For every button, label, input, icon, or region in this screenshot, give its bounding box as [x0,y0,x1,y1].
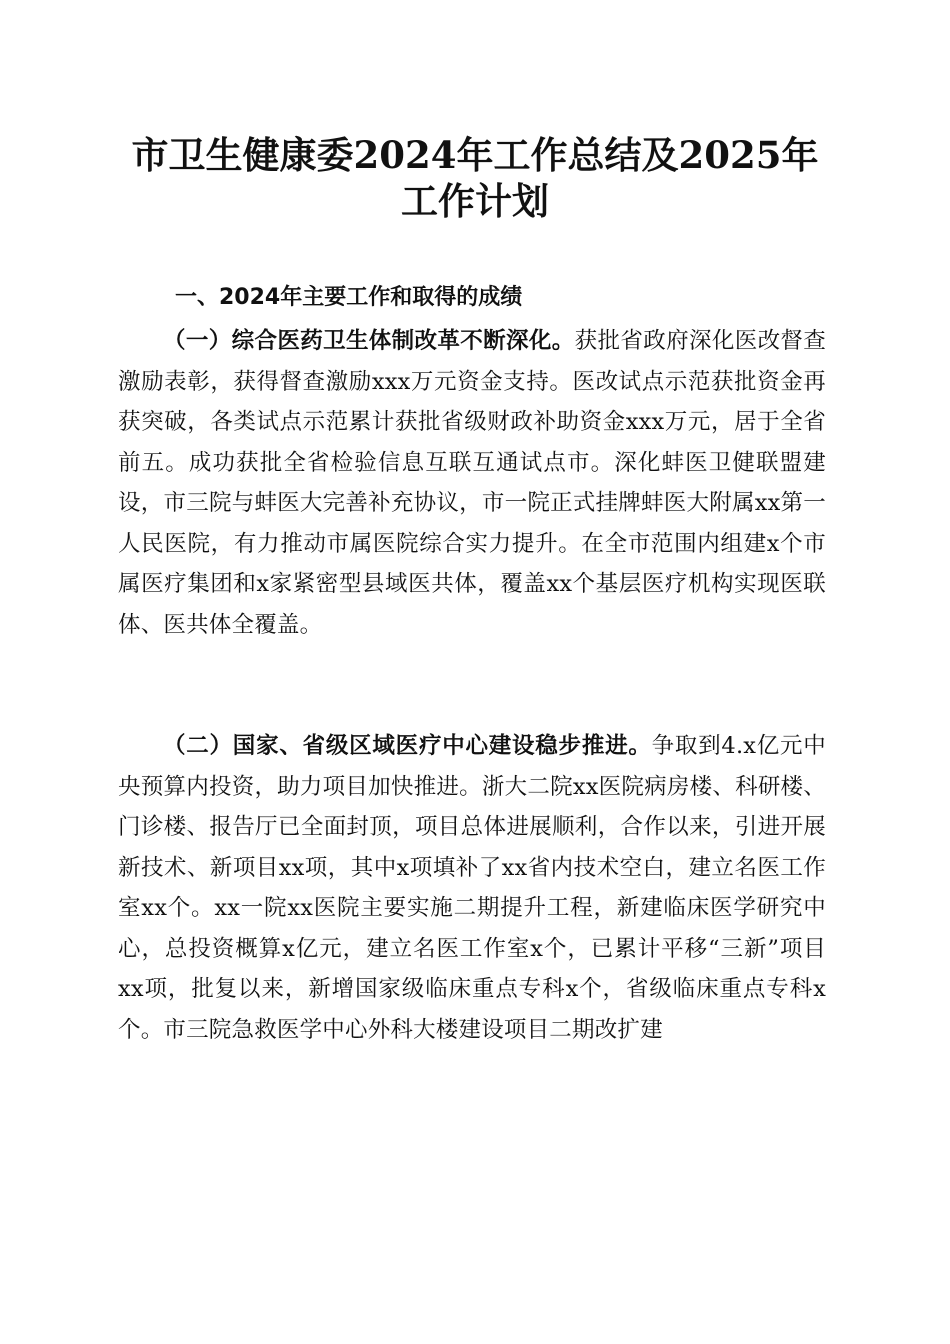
document-title: 市卫生健康委2024年工作总结及2025年工作计划 [131,133,819,223]
paragraph-medical-centers [118,726,826,1050]
section-heading: 一、2024年主要工作和取得的成绩 [175,285,523,310]
paragraph-lead: （一）综合医药卫生体制改革不断深化。 [163,328,575,354]
paragraph-body: 争取到4.x亿元中央预算内投资，助力项目加快推进。浙大二院xx医院病房楼、科研楼、门诊楼、报告厅已全面封顶，项目总体进展顺利，合作以来，引进开展新技术、新项目xx项，其中x项填补了xx省内技术空白，建立名医工作室xx个。xx一院xx医院主要实施二期提升工程，新建临床医学研究中心，总投资概算x亿元，建立名医工作室x个，已累计平移“三新”项目xx项，批复以来，新增国家级临床重点专科x个，省级临床重点专科x个。市三院急救医学中心外科大楼建设项目二期改扩建 [118,733,826,1043]
paragraph-health-reform [118,321,826,645]
paragraph-body: 获批省政府深化医改督查激励表彰，获得督查激励xxx万元资金支持。医改试点示范获批资金再获突破，各类试点示范累计获批省级财政补助资金xxx万元，居于全省前五。成功获批全省检验信息互联互通试点市。深化蚌医卫健联盟建设，市三院与蚌医大完善补充协议，市一院正式挂牌蚌医大附属xx第一人民医院，有力推动市属医院综合实力提升。在全市范围内组建x个市属医疗集团和x家紧密型县域医共体，覆盖xx个基层医疗机构实现医联体、医共体全覆盖。 [118,328,826,638]
paragraph-lead: （二）国家、省级区域医疗中心建设稳步推进。 [163,733,652,759]
